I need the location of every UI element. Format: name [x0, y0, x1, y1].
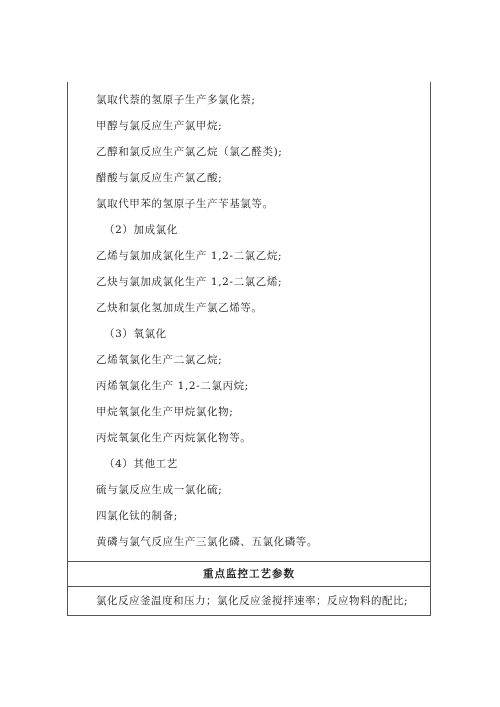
subsection-heading: （4）其他工艺 [104, 458, 178, 470]
process-line: 硫与氯反应生成一氯化硫; [96, 484, 223, 496]
process-list [68, 82, 430, 561]
process-line: 甲醇与氯反应生产氯甲烷; [96, 120, 223, 132]
process-line: 乙烯氧氯化生产二氯乙烷; [96, 354, 223, 366]
process-line: 醋酸与氯反应生产氯乙酸; [96, 172, 223, 184]
process-line: 氯取代甲苯的氢原子生产苄基氯等。 [96, 198, 274, 210]
process-line: 乙炔和氯化氢加成生产氯乙烯等。 [96, 302, 263, 314]
process-line: 乙炔与氯加成氯化生产 1,2-二氯乙烯; [96, 276, 283, 288]
process-line: 黄磷与氯气反应生产三氯化磷、五氯化磷等。 [96, 536, 318, 548]
subsection-heading: （2）加成氯化 [104, 224, 178, 236]
section-header: 重点监控工艺参数 [68, 561, 430, 587]
process-line: 甲烷氧氯化生产甲烷氯化物; [96, 406, 234, 418]
process-line: 丙烷氧氯化生产丙烷氯化物等。 [96, 432, 252, 444]
subsection-heading: （3）氧氯化 [104, 328, 167, 340]
process-line: 氯取代萘的氢原子生产多氯化萘; [96, 94, 256, 106]
process-line: 丙烯氧氯化生产 1,2-二氯丙烷; [96, 380, 249, 392]
process-line: 四氯化钛的制备; [96, 510, 178, 522]
process-line: 乙烯与氯加成氯化生产 1,2-二氯乙烷; [96, 250, 283, 262]
process-line: 乙醇和氯反应生产氯乙烷（氯乙醛类); [96, 146, 283, 158]
monitoring-parameters: 氯化反应釜温度和压力；氯化反应釜搅拌速率；反应物料的配比; [96, 595, 409, 607]
document-table [67, 82, 431, 616]
